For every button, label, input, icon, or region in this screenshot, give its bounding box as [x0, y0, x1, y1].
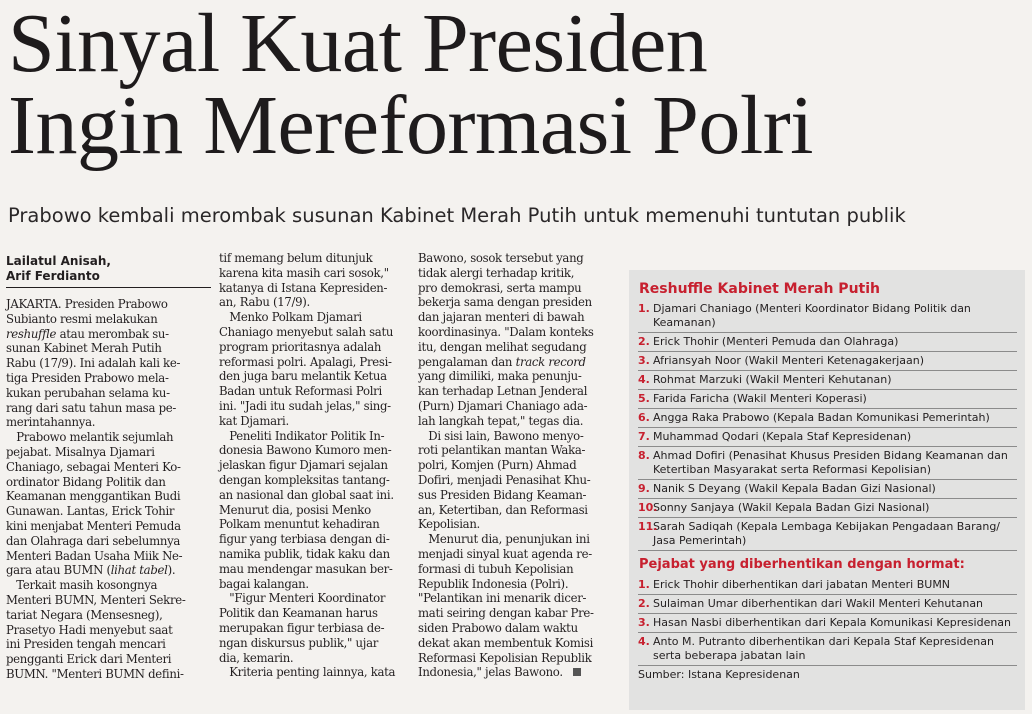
article-text-line: rang dari satu tahun masa pe- — [6, 400, 177, 415]
article-text-line: polri, Komjen (Purn) Ahmad — [418, 458, 577, 473]
article-text-line: Kepolisian. — [418, 517, 480, 532]
article-text-line: jelaskan figur Djamari sejalan — [219, 458, 388, 473]
article-text-line: pengalaman dan track record — [418, 354, 586, 369]
list-item-number: 1. — [638, 302, 650, 315]
article-text-line: Politik dan Keamanan harus — [219, 606, 378, 621]
article-text-line: Menurut dia, penunjukan ini — [418, 532, 590, 547]
list-item-line: Muhammad Qodari (Kepala Staf Kepresidenan) — [653, 430, 912, 443]
article-text-line: mati seiring dengan kabar Pre- — [418, 606, 594, 621]
list-item-text — [653, 578, 1017, 592]
dismissed-officials-list — [638, 576, 1017, 666]
article-text-line: Menteri BUMN, Menteri Sekre- — [6, 592, 186, 607]
list-item-text — [653, 597, 1017, 611]
article-text-line: reformasi polri. Apalagi, Presi- — [219, 354, 392, 369]
article-text-line: an, Ketertiban, dan Reformasi — [418, 502, 588, 517]
article-subtitle: Prabowo kembali merombak susunan Kabinet Merah Putih untuk memenuhi tuntutan publik — [8, 204, 906, 227]
article-text-line: Indonesia," jelas Bawono. — [418, 665, 614, 680]
list-item-text — [653, 616, 1017, 630]
list-item-line: serta beberapa jabatan lain — [653, 649, 806, 662]
article-text-line: mau mendengar masukan ber- — [219, 561, 393, 576]
article-text-line: Polkam menuntut kehadiran — [219, 517, 380, 532]
list-item-line: Sulaiman Umar diberhentikan dari Wakil Menteri Kehutanan — [653, 597, 984, 610]
article-text-line: yang dimiliki, maka penunju- — [418, 369, 582, 384]
article-text-line: Reformasi Kepolisian Republik — [418, 650, 592, 665]
list-item-text — [653, 392, 1017, 406]
list-item-line: Hasan Nasbi diberhentikan dari Kepala Komunikasi Kepresidenan — [653, 616, 1012, 629]
article-column-3 — [418, 251, 614, 680]
list-item — [638, 371, 1017, 390]
article-text-line: Prabowo melantik sejumlah — [6, 430, 174, 445]
article-text-line: katanya di Istana Kepresiden- — [219, 280, 388, 295]
article-text-line: kat Djamari. — [219, 413, 289, 428]
list-item — [638, 352, 1017, 371]
list-item-text — [653, 501, 1017, 515]
list-item — [638, 428, 1017, 447]
article-text-line: program prioritasnya adalah — [219, 339, 382, 354]
article-column-1 — [6, 297, 212, 682]
list-item-line: Farida Faricha (Wakil Menteri Koperasi) — [653, 392, 867, 405]
list-item-number: 2. — [638, 335, 650, 348]
article-text-line: Subianto resmi melakukan — [6, 311, 158, 326]
list-item — [638, 333, 1017, 352]
article-text-line: "Pelantikan ini menarik dicer- — [418, 591, 587, 606]
article-text-line: roti pelantikan mantan Waka- — [418, 443, 586, 458]
list-item-line: Anto M. Putranto diberhentikan dari Kepala Staf Kepresidenan — [653, 635, 994, 648]
article-text-line: itu, dengan melihat segudang — [418, 339, 587, 354]
list-item-line: Angga Raka Prabowo (Kepala Badan Komunikasi Pemerintah) — [653, 411, 990, 424]
list-item-number: 11. — [638, 520, 658, 533]
list-item-number: 8. — [638, 449, 650, 462]
list-item — [638, 300, 1017, 333]
article-text-line: pengganti Erick dari Menteri — [6, 652, 172, 667]
list-item — [638, 595, 1017, 614]
list-item-text — [653, 482, 1017, 496]
article-text-line: ngan diskursus publik," ujar — [219, 635, 379, 650]
list-item-number: 10. — [638, 501, 658, 514]
reshuffle-sidebar-box — [629, 270, 1025, 710]
article-text-line: Kriteria penting lainnya, kata — [219, 665, 396, 680]
article-text-line: "Figur Menteri Koordinator — [219, 591, 386, 606]
list-item-text — [653, 449, 1017, 477]
article-text-line: Di sisi lain, Bawono menyo- — [418, 428, 584, 443]
list-item-number: 6. — [638, 411, 650, 424]
list-item — [638, 447, 1017, 480]
article-text-line: Menurut dia, posisi Menko — [219, 502, 371, 517]
list-item — [638, 614, 1017, 633]
article-text-line: donesia Bawono Kumoro men- — [219, 443, 392, 458]
list-item-number: 1. — [638, 578, 650, 591]
article-text-line: dia, kemarin. — [219, 650, 294, 665]
list-item-line: Erick Thohir (Menteri Pemuda dan Olahraga) — [653, 335, 899, 348]
article-text-line: an, Rabu (17/9). — [219, 295, 310, 310]
article-text-line: Chaniago menyebut salah satu — [219, 324, 394, 339]
list-item-number: 7. — [638, 430, 650, 443]
list-item-text — [653, 635, 1017, 663]
list-item-text — [653, 520, 1017, 548]
article-text-line: den juga baru melantik Ketua — [219, 369, 387, 384]
article-text-line: bekerja sama dengan presiden — [418, 295, 592, 310]
article-text-line: Terkait masih kosongnya — [6, 578, 158, 593]
article-text-line: tidak alergi terhadap kritik, — [418, 265, 575, 280]
article-text-line: Keamanan menggantikan Budi — [6, 489, 181, 504]
list-item-text — [653, 354, 1017, 368]
article-text-line: kini menjabat Menteri Pemuda — [6, 518, 181, 533]
article-text-line: JAKARTA. Presiden Prabowo — [6, 297, 168, 311]
list-item — [638, 576, 1017, 595]
byline-author-1: Lailatul Anisah, — [6, 254, 111, 268]
list-item-text — [653, 335, 1017, 349]
list-item — [638, 518, 1017, 551]
list-item-line: Jasa Pemerintah) — [653, 534, 747, 547]
article-text-line: Badan untuk Reformasi Polri — [219, 384, 382, 399]
article-text-line: ordinator Bidang Politik dan — [6, 474, 166, 489]
article-text-line: sunan Kabinet Merah Putih — [6, 341, 162, 356]
article-text-line: dekat akan membentuk Komisi — [418, 635, 594, 650]
article-text-line: menjadi sinyal kuat agenda re- — [418, 546, 592, 561]
article-text-line: dengan kompleksitas tantang- — [219, 472, 390, 487]
article-text-line: pro demokrasi, serta mampu — [418, 280, 582, 295]
list-item-line: Keamanan) — [653, 316, 716, 329]
list-item-line: Rohmat Marzuki (Wakil Menteri Kehutanan) — [653, 373, 892, 386]
article-text-line: Menteri Badan Usaha Miik Ne- — [6, 548, 183, 563]
article-end-mark — [573, 668, 581, 676]
article-text-line: formasi di tubuh Kepolisian — [418, 561, 574, 576]
sidebar-title: Reshuffle Kabinet Merah Putih — [639, 281, 880, 297]
list-item-text — [653, 430, 1017, 444]
byline-author-2: Arif Ferdianto — [6, 269, 100, 283]
article-text-line: BUMN. "Menteri BUMN defini- — [6, 666, 184, 681]
article-text-line: ini. "Jadi itu sudah jelas," sing- — [219, 398, 391, 413]
article-text-line: ini Presiden tengah mencari — [6, 637, 166, 652]
article-text-line: dan Olahraga dari sebelumnya — [6, 533, 181, 548]
article-text-line: merupakan figur terbiasa de- — [219, 620, 385, 635]
list-item-line: Nanik S Deyang (Wakil Kepala Badan Gizi Nasional) — [653, 482, 936, 495]
list-item-line: Djamari Chaniago (Menteri Koordinator Bidang Politik dan — [653, 302, 971, 315]
article-text-line: tif memang belum ditunjuk — [219, 251, 373, 265]
article-text-line: Bawono, sosok tersebut yang — [418, 251, 584, 265]
list-item-number: 3. — [638, 354, 650, 367]
byline-divider — [6, 287, 211, 288]
list-item-text — [653, 302, 1017, 330]
article-text-line: kan terhadap Letnan Jenderal — [418, 384, 588, 399]
list-item-number: 2. — [638, 597, 650, 610]
list-item-line: Erick Thohir diberhentikan dari jabatan Menteri BUMN — [653, 578, 951, 591]
article-text-line: gara atau BUMN (lihat tabel). — [6, 563, 176, 578]
byline — [6, 254, 211, 284]
article-text-line: an nasional dan global saat ini. — [219, 487, 394, 502]
article-text-line: Rabu (17/9). Ini adalah kali ke- — [6, 356, 181, 371]
article-text-line: siden Prabowo dalam waktu — [418, 620, 578, 635]
list-item-number: 5. — [638, 392, 650, 405]
sidebar-source-note: Sumber: Istana Kepresidenan — [638, 668, 800, 681]
article-text-line: Peneliti Indikator Politik In- — [219, 428, 385, 443]
list-item-text — [653, 373, 1017, 387]
article-text-line: Gunawan. Lantas, Erick Tohir — [6, 504, 175, 519]
article-text-line: Chaniago, sebagai Menteri Ko- — [6, 459, 181, 474]
article-text-line: koordinasinya. "Dalam konteks — [418, 324, 594, 339]
dismissed-officials-heading: Pejabat yang diberhentikan dengan hormat: — [639, 557, 965, 572]
article-text-line: Dofiri, menjadi Penasihat Khu- — [418, 472, 591, 487]
list-item-line: Sarah Sadiqah (Kepala Lembaga Kebijakan Pengadaan Barang/ — [653, 520, 1001, 533]
article-text-line: Menko Polkam Djamari — [219, 310, 362, 325]
headline-line-1: Sinyal Kuat Presiden — [8, 0, 708, 90]
article-text-line: kukan perubahan selama ku- — [6, 385, 170, 400]
list-item-number: 3. — [638, 616, 650, 629]
article-text-line: Prasetyo Hadi menyebut saat — [6, 622, 173, 637]
list-item — [638, 499, 1017, 518]
list-item-line: Ketertiban Masyarakat serta Reformasi Kepolisian) — [653, 463, 932, 476]
article-text-line: tariat Negara (Mensesneg), — [6, 607, 163, 622]
list-item-number: 4. — [638, 373, 650, 386]
appointed-officials-list — [638, 300, 1017, 551]
article-text-line: (Purn) Djamari Chaniago ada- — [418, 398, 588, 413]
list-item — [638, 409, 1017, 428]
headline-line-2: Ingin Mereformasi Polri — [8, 79, 813, 172]
article-text-line: merintahannya. — [6, 415, 96, 430]
article-text-line: tiga Presiden Prabowo mela- — [6, 370, 169, 385]
list-item-number: 9. — [638, 482, 650, 495]
list-item-number: 4. — [638, 635, 650, 648]
article-text-line: dan jajaran menteri di bawah — [418, 310, 585, 325]
article-text-line: Republik Indonesia (Polri). — [418, 576, 569, 591]
article-text-line: karena kita masih cari sosok," — [219, 265, 389, 280]
article-text-line: figur yang terbiasa dengan di- — [219, 532, 390, 547]
article-column-2 — [219, 251, 411, 680]
list-item-text — [653, 411, 1017, 425]
article-text-line: sus Presiden Bidang Keaman- — [418, 487, 587, 502]
list-item-line: Ahmad Dofiri (Penasihat Khusus Presiden Bidang Keamanan dan — [653, 449, 1008, 462]
list-item — [638, 633, 1017, 666]
list-item — [638, 390, 1017, 409]
list-item-line: Afriansyah Noor (Wakil Menteri Ketenagakerjaan) — [653, 354, 925, 367]
article-text-line: bagai kalangan. — [219, 576, 309, 591]
article-text-line: lah langkah tepat," tegas dia. — [418, 413, 584, 428]
article-text-line: reshuffle atau merombak su- — [6, 326, 169, 341]
list-item — [638, 480, 1017, 499]
article-text-line: pejabat. Misalnya Djamari — [6, 444, 155, 459]
list-item-line: Sonny Sanjaya (Wakil Kepala Badan Gizi Nasional) — [653, 501, 930, 514]
article-text-line: namika publik, tidak kaku dan — [219, 546, 390, 561]
